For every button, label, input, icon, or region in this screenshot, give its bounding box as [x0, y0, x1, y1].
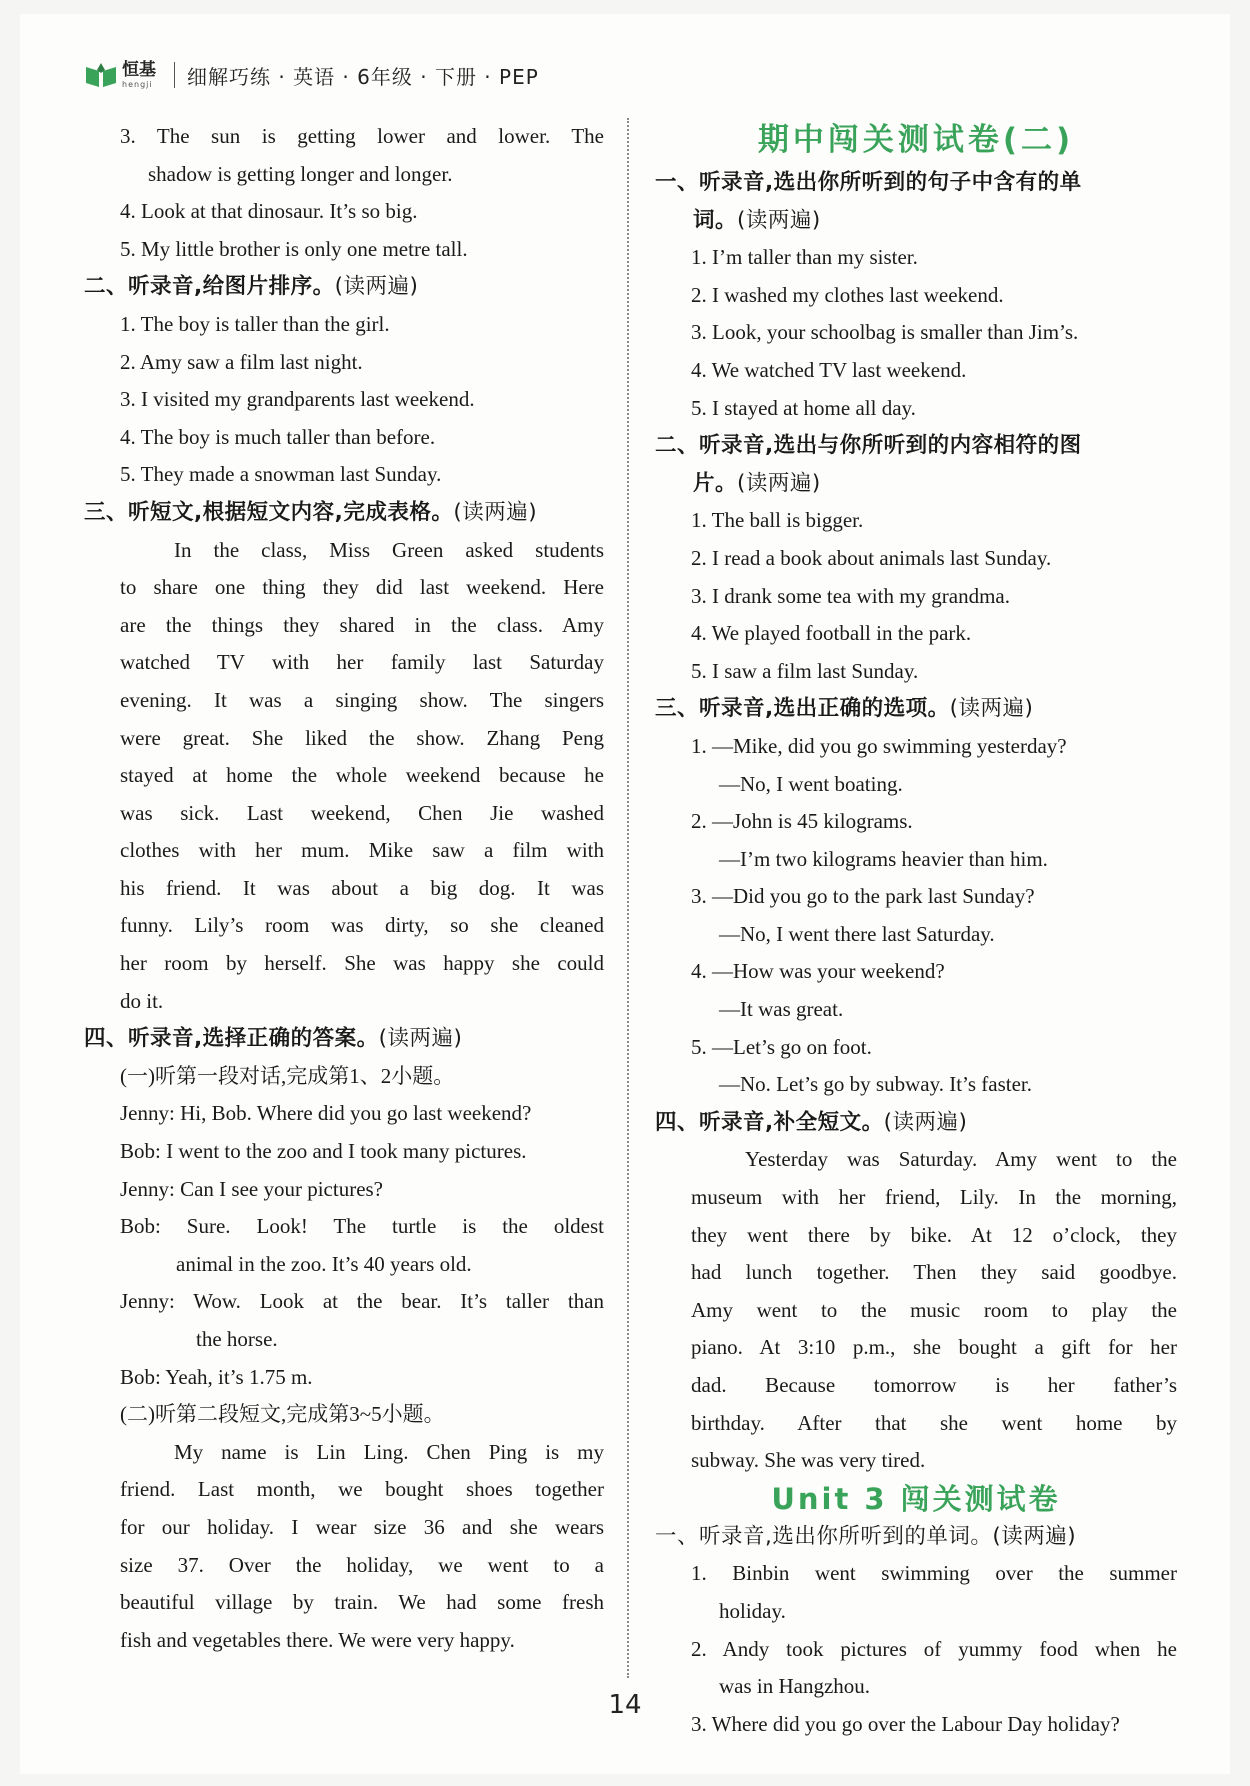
dialogue-line: the horse.: [196, 1327, 278, 1351]
right-column: [655, 118, 1177, 1743]
text-line: My name is Lin Ling. Chen Ping is my: [174, 1439, 604, 1464]
text-line: friend. Last month, we bought shoes together: [120, 1477, 604, 1502]
text-line: do it.: [120, 988, 164, 1013]
text-line: 1. The ball is bigger.: [691, 508, 864, 533]
text-line: her room by herself. She was happy she could: [120, 951, 604, 976]
exam-title: 期中闯关测试卷(二): [757, 122, 1075, 158]
text-line: shadow is getting longer and longer.: [148, 161, 453, 186]
text-line: 2. Amy saw a film last night.: [120, 349, 363, 374]
page-number: 14: [608, 1690, 642, 1720]
text-line: to share one thing they did last weekend. Here: [120, 575, 604, 600]
text-line: 3. Look, your schoolbag is smaller than Jim’s.: [691, 320, 1079, 345]
section-heading: 四、听录音,补全短文。(读两遍): [655, 1109, 968, 1135]
text-line: 3. Where did you go over the Labour Day holiday?: [691, 1711, 1120, 1736]
dialogue-line: Bob: Sure. Look! The turtle is the oldest: [120, 1214, 604, 1239]
dialogue-line: Jenny: Wow. Look at the bear. It’s taller than: [120, 1289, 604, 1314]
dialogue-line: 4. —How was your weekend?: [691, 959, 945, 984]
text-line: was in Hangzhou.: [719, 1674, 871, 1699]
text-line: 4. Look at that dinosaur. It’s so big.: [120, 199, 418, 224]
text-line: holiday.: [719, 1598, 786, 1623]
dialogue-line: 1. —Mike, did you go swimming yesterday?: [691, 733, 1067, 758]
text-line: watched TV with her family last Saturday: [120, 650, 604, 675]
text-line: 2. I read a book about animals last Sunday.: [691, 545, 1052, 570]
unit-title: Unit 3 闯关测试卷: [771, 1481, 1061, 1516]
dialogue-line: 3. —Did you go to the park last Sunday?: [691, 884, 1035, 909]
text-line: his friend. It was about a big dog. It was: [120, 875, 604, 900]
text-line: were great. She liked the show. Zhang Peng: [120, 725, 604, 750]
text-line: fish and vegetables there. We were very happy.: [120, 1627, 515, 1652]
section-heading: 三、听短文,根据短文内容,完成表格。(读两遍): [84, 499, 538, 525]
book-title: 细解巧练 · 英语 · 6年级 · 下册 · PEP: [187, 64, 539, 89]
dialogue-line: —No. Let’s go by subway. It’s faster.: [719, 1072, 1033, 1097]
text-line: are the things they shared in the class. Amy: [120, 612, 604, 637]
section-heading: 词。(读两遍): [693, 207, 821, 233]
logo-text: 恒基: [122, 59, 156, 80]
text-line: stayed at home the whole weekend because he: [120, 763, 604, 788]
text-line: Yesterday was Saturday. Amy went to the: [745, 1147, 1177, 1172]
text-line: 4. We played football in the park.: [691, 621, 972, 646]
dialogue-line: Bob: Yeah, it’s 1.75 m.: [120, 1364, 313, 1389]
section-heading: 一、听录音,选出你所听到的句子中含有的单: [655, 170, 1082, 195]
text-line: 4. We watched TV last weekend.: [691, 357, 967, 382]
dialogue-line: 2. —John is 45 kilograms.: [691, 809, 913, 834]
text-line: 5. My little brother is only one metre tall.: [120, 236, 468, 261]
section-heading: 三、听录音,选出正确的选项。(读两遍): [655, 696, 1034, 722]
text-line: clothes with her mum. Mike saw a film with: [120, 838, 604, 863]
dialogue-line: Bob: I went to the zoo and I took many pictures.: [120, 1139, 527, 1164]
text-line: dad. Because tomorrow is her father’s: [691, 1373, 1177, 1397]
left-column: [84, 118, 604, 1659]
text-line: 5. I stayed at home all day.: [691, 395, 916, 420]
text-line: beautiful village by train. We had some fresh: [120, 1590, 604, 1615]
dialogue-line: Jenny: Hi, Bob. Where did you go last weekend?: [120, 1101, 532, 1126]
text-line: 3. The sun is getting lower and lower. The: [120, 124, 604, 148]
book-logo-icon: [84, 61, 118, 89]
dialogue-line: —It was great.: [719, 997, 844, 1022]
text-line: piano. At 3:10 p.m., she bought a gift for her: [691, 1335, 1177, 1360]
text-line: 1. The boy is taller than the girl.: [120, 311, 390, 336]
text-line: 1. I’m taller than my sister.: [691, 245, 918, 270]
text-line: 4. The boy is much taller than before.: [120, 424, 436, 449]
publisher-logo: [84, 61, 156, 89]
subsection-heading: (二)听第二段短文,完成第3~5小题。: [120, 1402, 445, 1427]
text-line: birthday. After that she went home by: [691, 1410, 1177, 1435]
dialogue-line: —I’m two kilograms heavier than him.: [719, 846, 1048, 871]
dialogue-line: —No, I went boating.: [719, 771, 903, 796]
text-line: evening. It was a singing show. The singers: [120, 687, 604, 712]
section-heading: 片。(读两遍): [693, 470, 821, 496]
section-heading: 一、听录音,选出你所听到的单词。(读两遍): [655, 1523, 1077, 1549]
dialogue-line: —No, I went there last Saturday.: [719, 921, 995, 946]
column-divider: [627, 118, 629, 1678]
section-heading: 四、听录音,选择正确的答案。(读两遍): [84, 1026, 463, 1052]
text-line: museum with her friend, Lily. In the morning,: [691, 1185, 1177, 1210]
text-line: 2. I washed my clothes last weekend.: [691, 282, 1004, 307]
logo-subtext: hengji: [122, 79, 153, 89]
text-line: size 37. Over the holiday, we went to a: [120, 1552, 604, 1577]
subsection-heading: (一)听第一段对话,完成第1、2小题。: [120, 1063, 455, 1088]
text-line: 5. I saw a film last Sunday.: [691, 658, 919, 683]
text-line: they went there by bike. At 12 o’clock, they: [691, 1222, 1177, 1247]
dialogue-line: animal in the zoo. It’s 40 years old.: [176, 1251, 472, 1276]
dialogue-line: Jenny: Can I see your pictures?: [120, 1176, 384, 1201]
text-line: subway. She was very tired.: [691, 1448, 926, 1473]
text-line: Amy went to the music room to play the: [691, 1297, 1177, 1322]
section-heading: 二、听录音,给图片排序。(读两遍): [84, 274, 419, 300]
text-line: In the class, Miss Green asked students: [174, 537, 604, 562]
text-line: 5. They made a snowman last Sunday.: [120, 462, 442, 487]
section-heading: 二、听录音,选出与你所听到的内容相符的图: [655, 433, 1082, 459]
text-line: 1. Binbin went swimming over the summer: [691, 1561, 1177, 1586]
text-line: was sick. Last weekend, Chen Jie washed: [120, 800, 604, 825]
text-line: had lunch together. Then they said goodbye.: [691, 1260, 1177, 1285]
text-line: 3. I visited my grandparents last weekend.: [120, 387, 475, 412]
text-line: 3. I drank some tea with my grandma.: [691, 583, 1010, 608]
page-header: [84, 58, 539, 92]
text-line: for our holiday. I wear size 36 and she wears: [120, 1514, 604, 1539]
header-divider: [174, 62, 175, 88]
text-line: 2. Andy took pictures of yummy food when he: [691, 1636, 1177, 1661]
dialogue-line: 5. —Let’s go on foot.: [691, 1034, 872, 1059]
text-line: funny. Lily’s room was dirty, so she cleaned: [120, 913, 604, 938]
